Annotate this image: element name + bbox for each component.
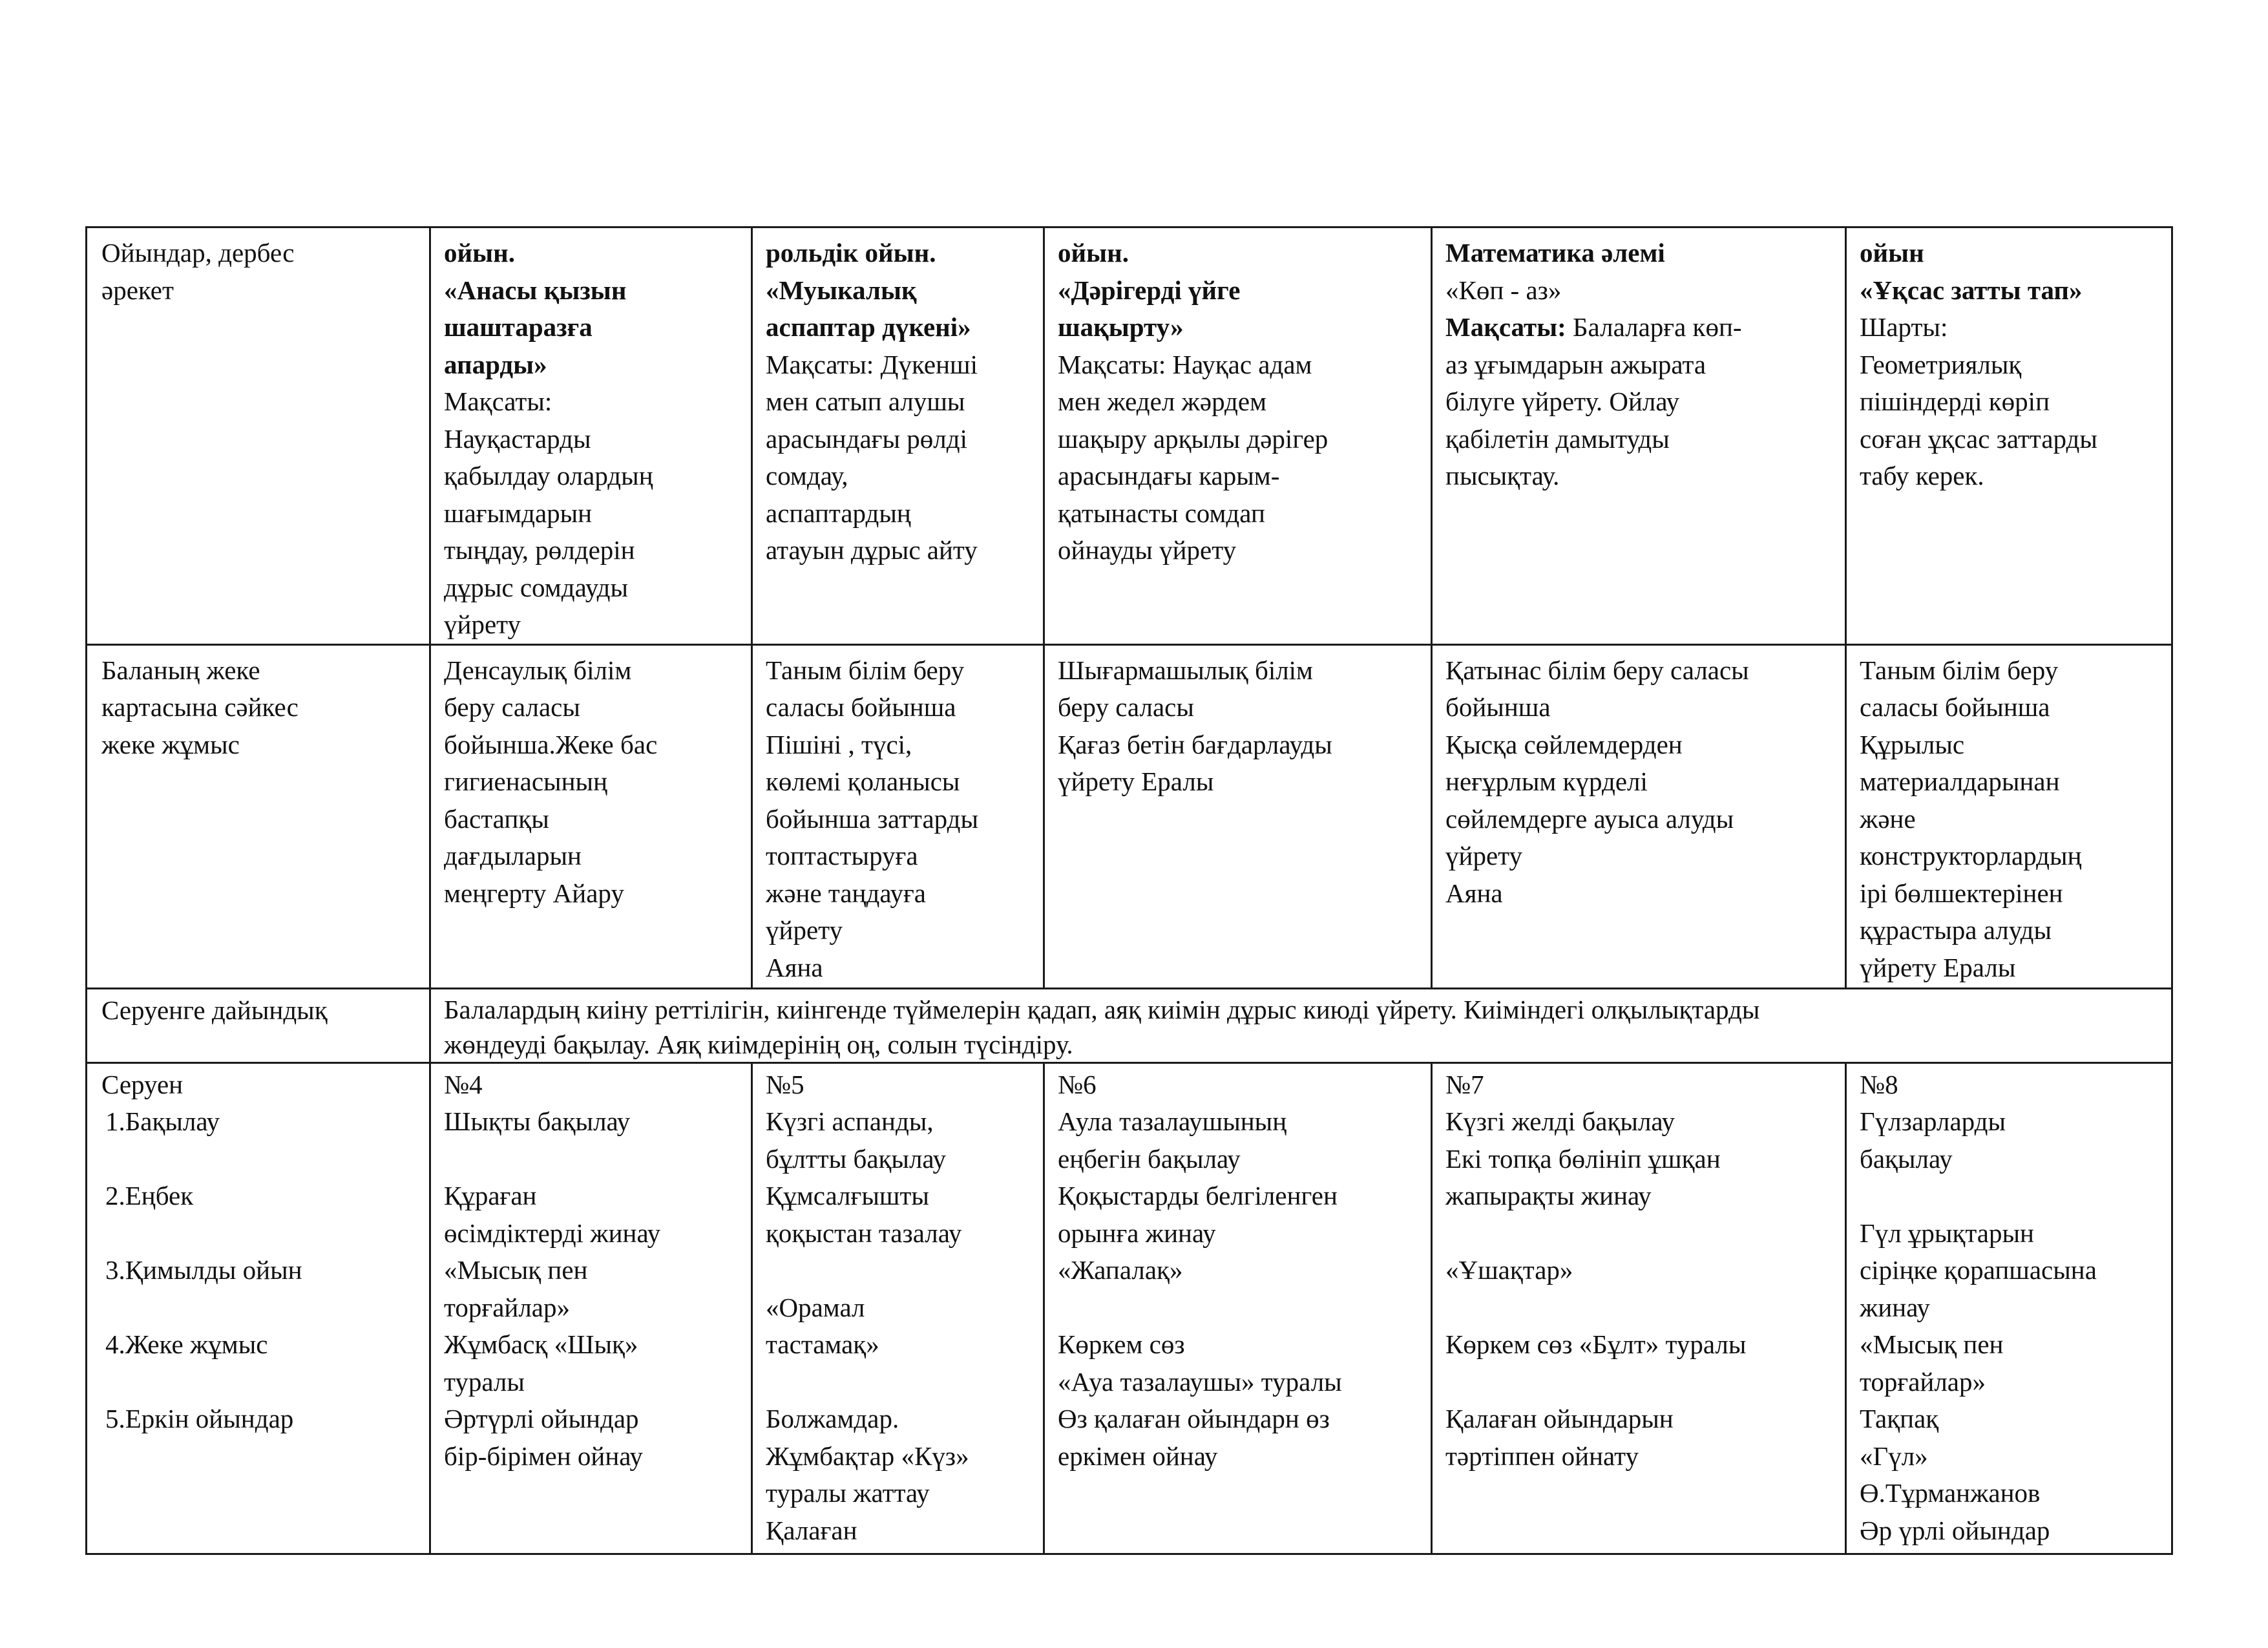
cell-bold-line: «Дәрігерді үйге [1058, 275, 1241, 305]
cell-bold-line: шаштаразға [444, 312, 593, 342]
label-line: әрекет [101, 275, 174, 305]
cell-line: Геометриялық [1860, 349, 2022, 379]
cell-line: Ө.Тұрманжанов [1860, 1478, 2041, 1508]
cell-line: Мақсаты: Науқас адам [1058, 349, 1312, 379]
cell-line: Қағаз бетін бағдарлауды [1058, 729, 1332, 759]
cell-line: бойынша заттарды [766, 803, 979, 834]
cell-line: үйрету [444, 609, 521, 639]
cell-line: бойынша.Жеке бас [444, 729, 658, 759]
label-line: 5.Еркін ойындар [105, 1404, 294, 1433]
cell-line: бойынша [1445, 692, 1551, 722]
games-cell-3 [1044, 227, 1432, 645]
cell-line: Құраған [444, 1181, 537, 1210]
cell-line: Мақсаты: [444, 386, 552, 416]
row-walk-prep [87, 988, 2172, 1062]
cell-line: торғайлар» [444, 1292, 570, 1322]
cell-line: және таңдауға [766, 878, 926, 908]
walk-prep-cell [430, 988, 2172, 1062]
cell-line: №4 [444, 1069, 483, 1099]
cell-line: Аяна [1445, 878, 1503, 908]
cell-line [1445, 1364, 1836, 1401]
cell-bold-line: «Ұқсас затты тап» [1860, 275, 2083, 305]
cell-line: Тақпақ [1860, 1404, 1939, 1433]
games-cell-1 [430, 227, 752, 645]
cell-line: еңбегін бақылау [1058, 1143, 1241, 1174]
cell-line: пысықтау. [1445, 461, 1560, 491]
cell-line: табу керек. [1860, 461, 1984, 491]
cell-line: қабылдау олардың [444, 461, 653, 491]
cell-line: материалдарынан [1860, 766, 2060, 796]
cell-line: арасындағы рөлді [766, 423, 967, 454]
row-label-games [87, 227, 430, 645]
cell-line [766, 1364, 1034, 1401]
cell-line: қоқыстан тазалау [766, 1218, 962, 1248]
walk-cell-3 [1044, 1062, 1432, 1554]
cell-line: «Көп - аз» [1445, 275, 1562, 305]
cell-line: арасындағы карым- [1058, 461, 1280, 491]
cell-line: Пішіні , түсі, [766, 729, 912, 759]
cell-line [1860, 1178, 2162, 1215]
cell-line: және [1860, 803, 1916, 834]
cell-line: мен сатып алушы [766, 386, 965, 416]
cell-line: беру саласы [444, 692, 580, 722]
cell-line: «Гүл» [1860, 1441, 1928, 1471]
cell-line: саласы бойынша [1860, 692, 2050, 722]
walk-cell-5 [1846, 1062, 2172, 1554]
row-games [87, 227, 2172, 645]
cell-line: меңгерту Айару [444, 878, 624, 908]
label-spacer [101, 1215, 420, 1252]
cell-line: «Мысық пен [1860, 1329, 2004, 1359]
cell-line: Күзгі аспанды, [766, 1106, 934, 1136]
cell-line: бастапқы [444, 803, 549, 834]
label-line: 4.Жеке жұмыс [105, 1329, 268, 1359]
cell-line: көлемі қоланысы [766, 766, 960, 796]
cell-line: «Ұшақтар» [1445, 1255, 1573, 1285]
row-label-individual [87, 644, 430, 988]
cell-line: туралы жаттау [766, 1478, 930, 1508]
cell-line: жөндеуді бақылау. Аяқ киімдерінің оң, солын түсіндіру. [444, 1029, 1073, 1059]
cell-line: Көркем сөз [1058, 1329, 1185, 1359]
cell-line: «Ауа тазалаушы» туралы [1058, 1366, 1342, 1397]
row-label-walk [87, 1062, 430, 1554]
cell-line: орынға жинау [1058, 1218, 1216, 1248]
label-spacer [101, 1141, 420, 1178]
cell-bold-line: ойын. [444, 238, 516, 268]
cell-line: Шығармашылық білім [1058, 655, 1314, 685]
cell-line: Құрылыс [1860, 729, 1965, 759]
cell-line: Құмсалғышты [766, 1181, 929, 1210]
label-spacer [101, 1364, 420, 1401]
cell-line [766, 1252, 1034, 1289]
cell-bold-line: «Муыкалық [766, 275, 917, 305]
individual-cell-3 [1044, 644, 1432, 988]
cell-line: тастамақ» [766, 1329, 879, 1359]
cell-line: Мақсаты: Дүкенші [766, 349, 978, 379]
cell-line: Әр үрлі ойындар [1860, 1515, 2050, 1545]
label-line: 3.Қимылды ойын [105, 1255, 302, 1285]
cell-line: соған ұқсас заттарды [1860, 423, 2097, 454]
cell-line: аспаптардың [766, 498, 911, 528]
cell-line: Күзгі желді бақылау [1445, 1106, 1675, 1136]
goal-line [1445, 309, 1836, 346]
cell-bold-line: ойын. [1058, 238, 1129, 268]
cell-bold-line: ойын [1860, 238, 1924, 268]
cell-line [1445, 1215, 1836, 1252]
cell-bold-line: «Анасы қызын [444, 275, 627, 305]
cell-line: гигиенасының [444, 766, 608, 796]
cell-line: Екі топқа бөлініп ұшқан [1445, 1143, 1721, 1174]
cell-line: құрастыра алуды [1860, 915, 2052, 945]
cell-line: өсімдіктерді жинау [444, 1218, 661, 1248]
cell-line: топтастыруға [766, 841, 918, 871]
cell-line: сомдау, [766, 461, 848, 491]
cell-line: Таным білім беру [1860, 655, 2059, 685]
cell-line: «Жапалақ» [1058, 1255, 1183, 1285]
cell-line: бір-бірімен ойнау [444, 1441, 643, 1471]
row-label-walk-prep [87, 988, 430, 1062]
label-line: жеке жұмыс [101, 729, 240, 759]
cell-line: шағымдарын [444, 498, 593, 528]
cell-bold-line: шақырту» [1058, 312, 1184, 342]
cell-line: Науқастарды [444, 423, 591, 454]
row-individual [87, 644, 2172, 988]
games-cell-5 [1846, 227, 2172, 645]
cell-line: дұрыс сомдауды [444, 572, 629, 602]
cell-line: Қалаған [766, 1515, 857, 1545]
cell-line: Жұмбақтар «Күз» [766, 1441, 969, 1471]
cell-line: «Мысық пен [444, 1255, 588, 1285]
row-walk [87, 1062, 2172, 1554]
label-line: Ойындар, дербес [101, 238, 295, 268]
cell-line: үйрету [1445, 841, 1523, 871]
plan-table [85, 226, 2173, 1555]
individual-cell-2 [752, 644, 1044, 988]
cell-line: қатынасты сомдап [1058, 498, 1265, 528]
cell-line [1058, 1289, 1422, 1327]
goal-text: Балаларға көп- [1566, 312, 1742, 342]
label-line: 2.Еңбек [105, 1181, 194, 1210]
individual-cell-5 [1846, 644, 2172, 988]
label-line: Серуенге дайындық [101, 995, 328, 1025]
cell-line: үйрету Ералы [1058, 766, 1214, 796]
cell-line: аз ұғымдарын ажырата [1445, 349, 1706, 379]
cell-line: жапырақты жинау [1445, 1181, 1652, 1210]
games-cell-2 [752, 227, 1044, 645]
cell-line: Қатынас білім беру саласы [1445, 655, 1749, 685]
individual-cell-4 [1432, 644, 1846, 988]
cell-line: неғұрлым күрделі [1445, 766, 1648, 796]
cell-line: Қысқа сөйлемдерден [1445, 729, 1683, 759]
cell-line: Көркем сөз «Бұлт» туралы [1445, 1329, 1747, 1359]
cell-line: қабілетін дамытуды [1445, 423, 1670, 454]
cell-line: Аула тазалаушының [1058, 1106, 1287, 1136]
cell-line: конструкторлардың [1860, 841, 2082, 871]
label-line: картасына сәйкес [101, 692, 299, 722]
cell-line: Өз қалаған ойындарн өз [1058, 1404, 1330, 1433]
cell-line: Гүлзарларды [1860, 1106, 2006, 1136]
cell-line: Балалардың киіну реттілігін, киінгенде түймелерін қадап, аяқ киімін дұрыс киюді үйрету. Киіміндегі олқылықтарды [444, 994, 1760, 1024]
label-line: 1.Бақылау [105, 1106, 220, 1136]
cell-line: шақыру арқылы дәрігер [1058, 423, 1328, 454]
cell-line: «Орамал [766, 1292, 865, 1322]
cell-line: Денсаулық білім [444, 655, 632, 685]
games-cell-4 [1432, 227, 1846, 645]
goal-label: Мақсаты: [1445, 312, 1566, 342]
cell-line: еркімен ойнау [1058, 1441, 1218, 1471]
label-line: Баланың жеке [101, 655, 260, 685]
cell-line: мен жедел жәрдем [1058, 386, 1267, 416]
cell-line: Әртүрлі ойындар [444, 1404, 639, 1433]
cell-line: Гүл ұрықтарын [1860, 1218, 2034, 1248]
cell-line: жинау [1860, 1292, 1930, 1322]
cell-line [444, 1141, 742, 1178]
cell-line: тыңдау, рөлдерін [444, 535, 635, 565]
cell-line: атауын дұрыс айту [766, 535, 978, 565]
cell-line: дағдыларын [444, 841, 582, 871]
walk-cell-2 [752, 1062, 1044, 1554]
cell-line: Шарты: [1860, 312, 1948, 342]
cell-line: Таным білім беру [766, 655, 965, 685]
cell-line: пішіндерді көріп [1860, 386, 2050, 416]
cell-line: Болжамдар. [766, 1404, 899, 1433]
cell-bold-line: рольдік ойын. [766, 238, 936, 268]
cell-line: №8 [1860, 1069, 1898, 1099]
cell-line: Шықты бақылау [444, 1106, 631, 1136]
cell-line: саласы бойынша [766, 692, 956, 722]
cell-line: сіріңке қорапшасына [1860, 1255, 2097, 1285]
cell-bold-line: Математика әлемі [1445, 238, 1665, 268]
cell-line: Қалаған ойындарын [1445, 1404, 1674, 1433]
cell-line: ірі бөлшектерінен [1860, 878, 2063, 908]
cell-line: сөйлемдерге ауыса алуды [1445, 803, 1734, 834]
cell-line: Қоқыстарды белгіленген [1058, 1181, 1338, 1210]
walk-cell-4 [1432, 1062, 1846, 1554]
cell-line: Жұмбасқ «Шық» [444, 1329, 638, 1359]
cell-line: туралы [444, 1366, 525, 1397]
cell-line: білуге үйрету. Ойлау [1445, 386, 1679, 416]
cell-line [1445, 1289, 1836, 1327]
label-spacer [101, 1289, 420, 1327]
cell-line: үйрету [766, 915, 843, 945]
individual-cell-1 [430, 644, 752, 988]
cell-line: бақылау [1860, 1143, 1953, 1174]
cell-line: №7 [1445, 1069, 1484, 1099]
walk-cell-1 [430, 1062, 752, 1554]
cell-line: ойнауды үйрету [1058, 535, 1237, 565]
cell-bold-line: аспаптар дүкені» [766, 312, 971, 342]
cell-line: беру саласы [1058, 692, 1194, 722]
cell-line: торғайлар» [1860, 1366, 1986, 1397]
cell-line: №6 [1058, 1069, 1097, 1099]
cell-line: Аяна [766, 952, 823, 982]
cell-line: үйрету Ералы [1860, 952, 2016, 982]
label-line: Серуен [101, 1069, 184, 1099]
cell-bold-line: апарды» [444, 349, 547, 379]
cell-line: бұлтты бақылау [766, 1143, 947, 1174]
cell-line: №5 [766, 1069, 804, 1099]
cell-line: тәртіппен ойнату [1445, 1441, 1639, 1471]
